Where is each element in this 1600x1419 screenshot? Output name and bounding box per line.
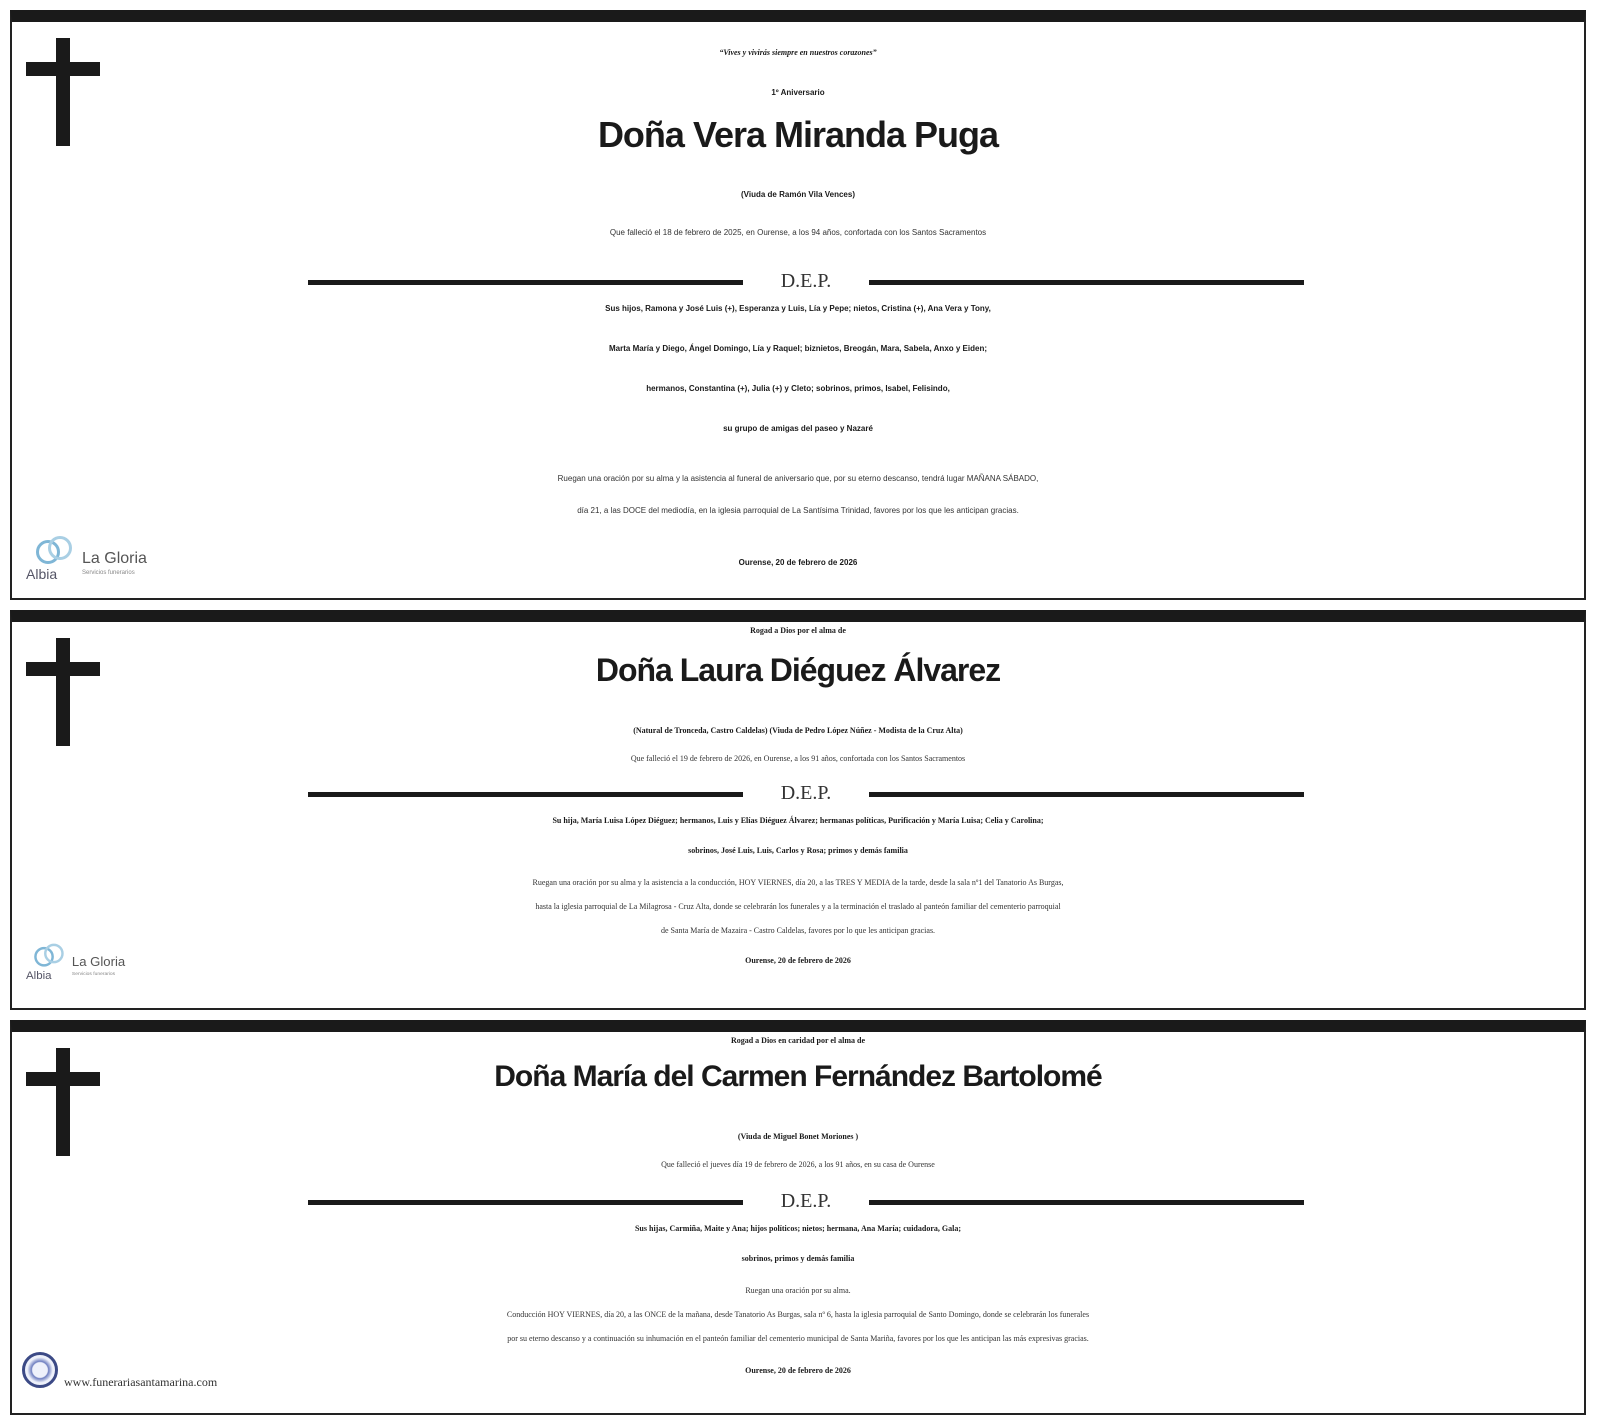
albia-logo-icon <box>32 534 72 564</box>
dep-label: D.E.P. <box>780 782 832 804</box>
logo-brand: Albia <box>26 566 58 582</box>
service-line: hasta la iglesia parroquial de La Milagrosa - Cruz Alta, donde se celebrarán los funerales y a la terminación el traslado al panteón familiar del cementerio parroquial <box>535 902 1061 911</box>
death-info: Que falleció el 19 de febrero de 2026, en Ourense, a los 91 años, confortada con los Santos Sacramentos <box>630 754 966 763</box>
deceased-subtitle: (Natural de Tronceda, Castro Caldelas) (Viuda de Pedro López Núñez - Modista de la Cruz Alta) <box>633 726 963 735</box>
deceased-name: Doña María del Carmen Fernández Bartolomé <box>494 1060 1102 1093</box>
service-line: Ruegan una oración por su alma. <box>745 1286 851 1295</box>
dep-divider <box>308 782 1304 806</box>
funeral-home-website: www.funerariasantamarina.com <box>64 1375 218 1389</box>
place-date: Ourense, 20 de febrero de 2026 <box>738 558 858 567</box>
service-line: por su eterno descanso y a continuación su inhumación en el panteón familiar del cementerio municipal de Santa Mariña, favores por los que les anticipan las más expresivas gracias. <box>507 1334 1089 1343</box>
family-line: sobrinos, José Luis, Luis, Carlos y Rosa; primos y demás familia <box>688 846 908 855</box>
obituary-notice-vera-miranda-puga <box>10 10 1586 600</box>
family-line: Marta María y Diego, Ángel Domingo, Lía y Raquel; biznietos, Breogán, Mara, Sabela, Anxo y Eiden; <box>609 344 987 353</box>
family-line: hermanos, Constantina (+), Julia (+) y Cleto; sobrinos, primos, Isabel, Felisindo, <box>646 384 950 393</box>
dep-label: D.E.P. <box>780 1190 832 1212</box>
death-info: Que falleció el 18 de febrero de 2025, en Ourense, a los 94 años, confortada con los Santos Sacramentos <box>609 228 987 237</box>
logo-sub: Servicios funerarios <box>82 570 135 576</box>
family-line: sobrinos, primos y demás familia <box>741 1254 855 1263</box>
service-line: Ruegan una oración por su alma y la asistencia a la conducción, HOY VIERNES, día 20, a las TRES Y MEDIA de la tarde, desde la sala nº1 del Tanatorio As Burgas, <box>532 878 1064 887</box>
service-line: Ruegan una oración por su alma y la asistencia al funeral de aniversario que, por su eterno descanso, tendrá lugar MAÑANA SÁBADO, <box>557 474 1039 483</box>
service-line: de Santa María de Mazaira - Castro Caldelas, favores por lo que les anticipan gracias. <box>660 926 936 935</box>
service-line: día 21, a las DOCE del mediodía, en la iglesia parroquial de La Santísima Trinidad, favores por los que les anticipan gracias. <box>577 506 1019 515</box>
notice-header: Rogad a Dios en caridad por el alma de <box>730 1036 866 1045</box>
obituary-notice-laura-dieguez-alvarez <box>10 610 1586 1010</box>
family-line: Su hija, María Luisa López Diéguez; hermanos, Luis y Elías Diéguez Álvarez; hermanas políticas, Purificación y María Luisa; Celia y Carolina; <box>552 816 1044 825</box>
memorial-quote: “Vives y vivirás siempre en nuestros corazones” <box>719 48 877 57</box>
funeraria-santa-marina-seal-icon <box>22 1352 58 1388</box>
dep-divider <box>308 270 1304 294</box>
death-info: Que falleció el jueves día 19 de febrero de 2026, a los 91 años, en su casa de Ourense <box>661 1160 935 1169</box>
service-line: Conducción HOY VIERNES, día 20, a las ONCE de la mañana, desde Tanatorio As Burgas, sala nº 6, hasta la iglesia parroquial de Santo Domingo, donde se celebrarán los funerales <box>506 1310 1090 1319</box>
logo-brand: Albia <box>26 968 52 982</box>
albia-logo-icon <box>31 942 64 967</box>
deceased-name: Doña Laura Diéguez Álvarez <box>595 652 1001 688</box>
anniversary-label: 1º Aniversario <box>771 88 825 97</box>
deceased-subtitle: (Viuda de Ramón Vila Vences) <box>741 190 855 199</box>
logo-name: La Gloria <box>71 955 126 970</box>
obituary-notice-maria-del-carmen-fernandez-bartolome <box>10 1020 1586 1415</box>
place-date: Ourense, 20 de febrero de 2026 <box>745 956 851 965</box>
family-line: Sus hijas, Carmiña, Maite y Ana; hijos políticos; nietos; hermana, Ana María; cuidadora, Gala; <box>634 1224 961 1233</box>
place-date: Ourense, 20 de febrero de 2026 <box>745 1366 851 1375</box>
family-line: su grupo de amigas del paseo y Nazaré <box>723 424 873 433</box>
deceased-subtitle: (Viuda de Miguel Bonet Moriones ) <box>737 1132 859 1141</box>
dep-label: D.E.P. <box>780 270 832 292</box>
logo-sub: Servicios funerarios <box>71 971 116 977</box>
deceased-name: Doña Vera Miranda Puga <box>597 114 999 155</box>
notice-header: Rogad a Dios por el alma de <box>750 626 846 635</box>
dep-divider <box>308 1190 1304 1214</box>
family-line: Sus hijos, Ramona y José Luis (+), Esperanza y Luis, Lía y Pepe; nietos, Cristina (+), Ana Vera y Tony, <box>605 304 991 313</box>
logo-name: La Gloria <box>82 550 147 567</box>
